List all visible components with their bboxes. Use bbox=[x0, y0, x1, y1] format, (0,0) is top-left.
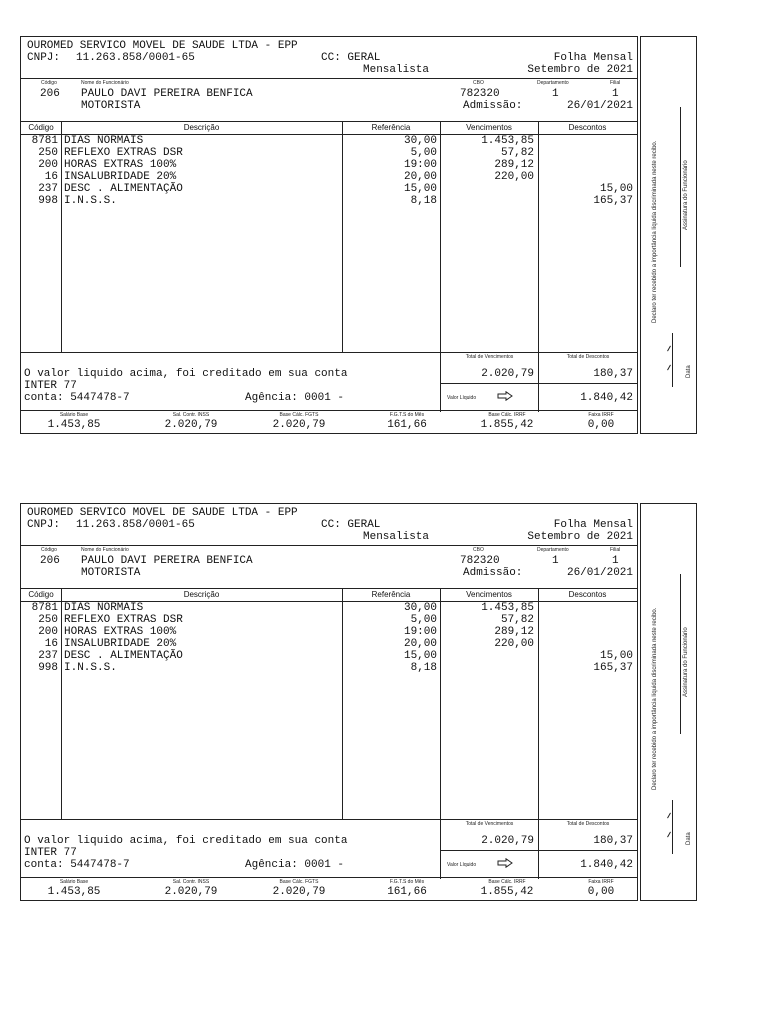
credit-message: O valor liquido acima, foi creditado em sua conta bbox=[24, 368, 348, 380]
row-code: 250 bbox=[38, 147, 58, 159]
filial-value: 1 bbox=[612, 555, 619, 567]
col-description: Descrição bbox=[183, 590, 220, 599]
net-value: 1.840,42 bbox=[580, 859, 633, 871]
employee-name-label: Nome do Funcionário bbox=[81, 547, 129, 553]
account-number: conta: 5447478-7 bbox=[24, 392, 130, 404]
period: Setembro de 2021 bbox=[527, 531, 633, 543]
credit-message: O valor liquido acima, foi creditado em sua conta bbox=[24, 835, 348, 847]
base-value: 161,66 bbox=[387, 419, 427, 431]
row-ded: 165,37 bbox=[593, 195, 633, 207]
declaration-text: Declaro ter recebido a importância líquida discriminada neste recibo. bbox=[652, 140, 658, 323]
row-desc: DIAS NORMAIS bbox=[64, 135, 144, 147]
row-desc: REFLEXO EXTRAS DSR bbox=[64, 614, 183, 626]
base-value: 1.855,42 bbox=[480, 419, 534, 431]
row-earn: 289,12 bbox=[494, 626, 534, 638]
row-ref: 8,18 bbox=[410, 662, 437, 674]
dept-value: 1 bbox=[552, 88, 559, 100]
total-earnings-label: Total de Vencimentos bbox=[465, 354, 514, 360]
row-ref: 30,00 bbox=[403, 602, 437, 614]
dept-label: Departamento bbox=[537, 547, 569, 553]
row-code: 16 bbox=[44, 638, 58, 650]
base-label: Salário Base bbox=[59, 879, 89, 885]
row-desc: REFLEXO EXTRAS DSR bbox=[64, 147, 183, 159]
row-code: 200 bbox=[38, 159, 58, 171]
dept-label: Departamento bbox=[537, 80, 569, 86]
row-ref: 19:00 bbox=[403, 159, 437, 171]
row-ref: 15,00 bbox=[403, 183, 437, 195]
row-code: 998 bbox=[38, 195, 58, 207]
declaration-text: Declaro ter recebido a importância líquida discriminada neste recibo. bbox=[652, 607, 658, 790]
cost-center: CC: GERAL bbox=[321, 519, 381, 531]
cbo-value: 782320 bbox=[460, 555, 500, 567]
cbo-value: 782320 bbox=[460, 88, 500, 100]
col-earnings: Vencimentos bbox=[466, 123, 512, 132]
row-ref: 5,00 bbox=[410, 147, 437, 159]
base-label: Sal. Contr. INSS bbox=[172, 879, 210, 885]
row-ded: 15,00 bbox=[599, 650, 633, 662]
base-value: 1.855,42 bbox=[480, 886, 534, 898]
base-value: 1.453,85 bbox=[47, 419, 101, 431]
total-earnings: 2.020,79 bbox=[481, 368, 534, 380]
base-label: Base Cálc. IRRF bbox=[488, 879, 526, 885]
total-deductions: 180,37 bbox=[593, 368, 633, 380]
row-desc: DESC . ALIMENTAÇÃO bbox=[64, 183, 183, 195]
dept-value: 1 bbox=[552, 555, 559, 567]
admission-label: Admissão: bbox=[463, 567, 523, 579]
signature-label: Assinatura do Funcionário bbox=[683, 160, 689, 230]
row-ded: 165,37 bbox=[593, 662, 633, 674]
row-code: 16 bbox=[44, 171, 58, 183]
employee-name: PAULO DAVI PEREIRA BENFICA bbox=[81, 555, 253, 567]
arrow-right-icon bbox=[497, 391, 513, 401]
cost-center: CC: GERAL bbox=[321, 52, 381, 64]
row-ref: 30,00 bbox=[403, 135, 437, 147]
row-earn: 57,82 bbox=[500, 614, 534, 626]
cbo-label: CBO bbox=[473, 80, 484, 86]
base-value: 1.453,85 bbox=[47, 886, 101, 898]
base-value: 2.020,79 bbox=[272, 419, 326, 431]
cnpj-label: CNPJ: bbox=[27, 519, 61, 531]
row-earn: 1.453,85 bbox=[481, 602, 534, 614]
base-value: 2.020,79 bbox=[164, 419, 218, 431]
admission-date: 26/01/2021 bbox=[566, 100, 633, 112]
employee-role: MOTORISTA bbox=[81, 100, 141, 112]
receipt-stub bbox=[640, 503, 697, 901]
row-code: 8781 bbox=[31, 602, 58, 614]
col-code: Código bbox=[28, 590, 54, 599]
row-ref: 20,00 bbox=[403, 171, 437, 183]
admission-label: Admissão: bbox=[463, 100, 523, 112]
company-name: OUROMED SERVICO MOVEL DE SAUDE LTDA - EPP bbox=[27, 507, 298, 519]
base-value: 0,00 bbox=[587, 419, 615, 431]
employee-name-label: Nome do Funcionário bbox=[81, 80, 129, 86]
col-deductions: Descontos bbox=[568, 123, 607, 132]
row-earn: 57,82 bbox=[500, 147, 534, 159]
base-label: Base Cálc. FGTS bbox=[279, 879, 319, 885]
row-code: 250 bbox=[38, 614, 58, 626]
row-ref: 8,18 bbox=[410, 195, 437, 207]
base-value: 0,00 bbox=[587, 886, 615, 898]
employee-code-label: Código bbox=[41, 80, 57, 86]
row-code: 237 bbox=[38, 650, 58, 662]
row-desc: INSALUBRIDADE 20% bbox=[64, 638, 177, 650]
row-desc: DIAS NORMAIS bbox=[64, 602, 144, 614]
agency-number: Agência: 0001 - bbox=[245, 859, 345, 871]
bank-name: INTER 77 bbox=[24, 380, 77, 392]
payslip-copy-2 bbox=[20, 503, 696, 898]
base-label: F.G.T.S do Mês bbox=[389, 879, 425, 885]
col-description: Descrição bbox=[183, 123, 220, 132]
row-code: 998 bbox=[38, 662, 58, 674]
employee-role: MOTORISTA bbox=[81, 567, 141, 579]
date-label: Data bbox=[686, 365, 692, 378]
row-earn: 289,12 bbox=[494, 159, 534, 171]
period: Setembro de 2021 bbox=[527, 64, 633, 76]
payslip-main bbox=[20, 503, 638, 901]
row-desc: I.N.S.S. bbox=[64, 662, 117, 674]
row-earn: 1.453,85 bbox=[481, 135, 534, 147]
filial-label: Filial bbox=[610, 80, 621, 86]
base-label: Base Cálc. FGTS bbox=[279, 412, 319, 418]
total-deductions-label: Total de Descontos bbox=[566, 354, 610, 360]
doc-title: Folha Mensal bbox=[553, 52, 633, 64]
row-desc: I.N.S.S. bbox=[64, 195, 117, 207]
total-deductions: 180,37 bbox=[593, 835, 633, 847]
admission-date: 26/01/2021 bbox=[566, 567, 633, 579]
cbo-label: CBO bbox=[473, 547, 484, 553]
row-code: 200 bbox=[38, 626, 58, 638]
col-code: Código bbox=[28, 123, 54, 132]
filial-label: Filial bbox=[610, 547, 621, 553]
row-earn: 220,00 bbox=[494, 638, 534, 650]
bank-name: INTER 77 bbox=[24, 847, 77, 859]
row-desc: HORAS EXTRAS 100% bbox=[64, 626, 177, 638]
employment-type: Mensalista bbox=[363, 531, 430, 543]
payslip-copy-1 bbox=[20, 36, 696, 431]
base-label: Sal. Contr. INSS bbox=[172, 412, 210, 418]
row-ref: 19:00 bbox=[403, 626, 437, 638]
base-label: Faixa IRRF bbox=[588, 412, 614, 418]
receipt-stub bbox=[640, 36, 697, 434]
account-number: conta: 5447478-7 bbox=[24, 859, 130, 871]
row-desc: INSALUBRIDADE 20% bbox=[64, 171, 177, 183]
net-value-label: Valor Líquido bbox=[447, 862, 477, 868]
base-value: 161,66 bbox=[387, 886, 427, 898]
employee-code: 206 bbox=[40, 88, 60, 100]
employee-code: 206 bbox=[40, 555, 60, 567]
base-label: Salário Base bbox=[59, 412, 89, 418]
row-desc: DESC . ALIMENTAÇÃO bbox=[64, 650, 183, 662]
doc-title: Folha Mensal bbox=[553, 519, 633, 531]
col-reference: Referência bbox=[371, 590, 411, 599]
row-code: 8781 bbox=[31, 135, 58, 147]
signature-label: Assinatura do Funcionário bbox=[683, 627, 689, 697]
total-deductions-label: Total de Descontos bbox=[566, 821, 610, 827]
cnpj-value: 11.263.858/0001-65 bbox=[76, 52, 195, 64]
base-value: 2.020,79 bbox=[272, 886, 326, 898]
col-earnings: Vencimentos bbox=[466, 590, 512, 599]
row-code: 237 bbox=[38, 183, 58, 195]
filial-value: 1 bbox=[612, 88, 619, 100]
col-deductions: Descontos bbox=[568, 590, 607, 599]
employee-name: PAULO DAVI PEREIRA BENFICA bbox=[81, 88, 253, 100]
row-ref: 15,00 bbox=[403, 650, 437, 662]
total-earnings-label: Total de Vencimentos bbox=[465, 821, 514, 827]
arrow-right-icon bbox=[497, 858, 513, 868]
payslip-main bbox=[20, 36, 638, 434]
row-ref: 20,00 bbox=[403, 638, 437, 650]
base-value: 2.020,79 bbox=[164, 886, 218, 898]
col-reference: Referência bbox=[371, 123, 411, 132]
cnpj-value: 11.263.858/0001-65 bbox=[76, 519, 195, 531]
total-earnings: 2.020,79 bbox=[481, 835, 534, 847]
row-earn: 220,00 bbox=[494, 171, 534, 183]
net-value-label: Valor Líquido bbox=[447, 395, 477, 401]
base-label: F.G.T.S do Mês bbox=[389, 412, 425, 418]
row-ded: 15,00 bbox=[599, 183, 633, 195]
agency-number: Agência: 0001 - bbox=[245, 392, 345, 404]
cnpj-label: CNPJ: bbox=[27, 52, 61, 64]
base-label: Base Cálc. IRRF bbox=[488, 412, 526, 418]
row-desc: HORAS EXTRAS 100% bbox=[64, 159, 177, 171]
employment-type: Mensalista bbox=[363, 64, 430, 76]
company-name: OUROMED SERVICO MOVEL DE SAUDE LTDA - EPP bbox=[27, 40, 298, 52]
employee-code-label: Código bbox=[41, 547, 57, 553]
base-label: Faixa IRRF bbox=[588, 879, 614, 885]
row-ref: 5,00 bbox=[410, 614, 437, 626]
date-label: Data bbox=[686, 832, 692, 845]
net-value: 1.840,42 bbox=[580, 392, 633, 404]
